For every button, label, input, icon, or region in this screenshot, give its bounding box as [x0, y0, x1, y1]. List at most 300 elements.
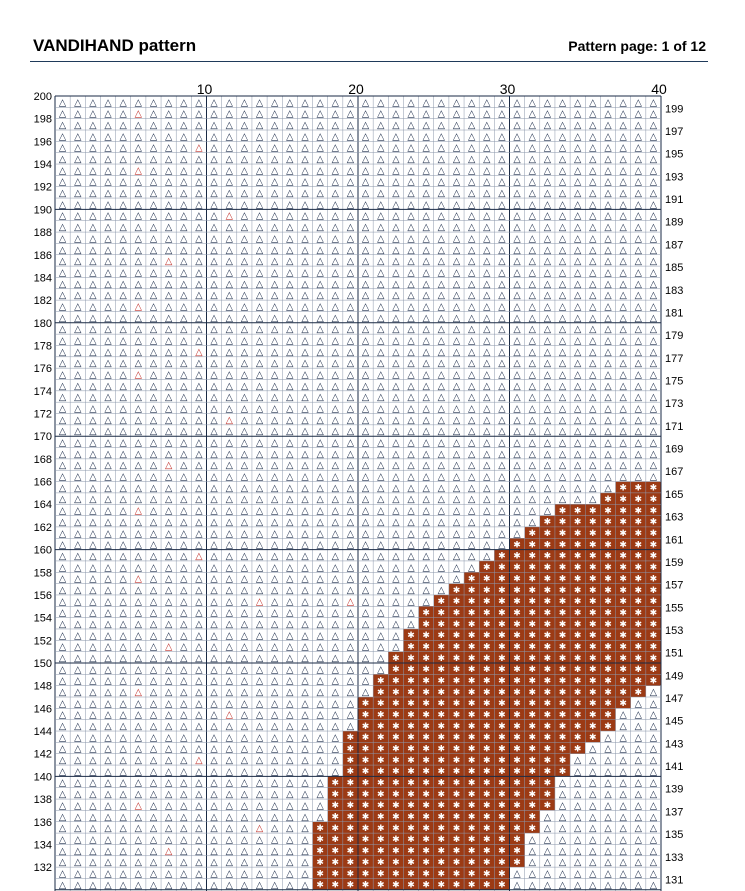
background-symbol: △: [226, 619, 234, 630]
background-symbol: △: [453, 506, 461, 517]
background-symbol: △: [438, 279, 446, 290]
background-symbol: △: [271, 812, 279, 823]
background-symbol: △: [392, 460, 400, 471]
background-symbol: △: [271, 143, 279, 154]
fill-symbol: ✱: [347, 756, 355, 766]
row-label-right: 137: [665, 806, 683, 818]
background-symbol: △: [104, 766, 112, 777]
background-symbol: △: [226, 585, 234, 596]
background-symbol: △: [135, 358, 143, 369]
background-symbol: △: [559, 120, 567, 131]
fill-symbol: ✱: [407, 676, 415, 686]
background-symbol: △: [271, 222, 279, 233]
fill-symbol: ✱: [332, 858, 340, 868]
fill-symbol: ✱: [438, 642, 446, 652]
background-symbol: △: [271, 483, 279, 494]
background-symbol: △: [559, 392, 567, 403]
background-symbol: △: [392, 347, 400, 358]
background-symbol: △: [150, 199, 158, 210]
background-symbol: △: [619, 245, 627, 256]
background-symbol: △: [589, 812, 597, 823]
background-symbol: △: [362, 619, 370, 630]
background-symbol: △: [195, 381, 203, 392]
background-symbol: △: [332, 279, 340, 290]
background-symbol: △: [483, 528, 491, 539]
fill-symbol: ✱: [468, 631, 476, 641]
fill-symbol: ✱: [650, 529, 658, 539]
fill-symbol: ✱: [544, 779, 552, 789]
background-symbol: △: [377, 653, 385, 664]
fill-symbol: ✱: [619, 574, 627, 584]
fill-symbol: ✱: [392, 824, 400, 834]
fill-symbol: ✱: [559, 506, 567, 516]
background-symbol: △: [59, 438, 67, 449]
background-symbol: △: [226, 370, 234, 381]
background-symbol: △: [453, 313, 461, 324]
background-symbol: △: [332, 483, 340, 494]
background-symbol: △: [180, 596, 188, 607]
background-symbol: △: [301, 109, 309, 120]
background-symbol: △: [498, 290, 506, 301]
background-symbol: △: [574, 199, 582, 210]
background-symbol: △: [301, 766, 309, 777]
background-symbol: △: [513, 233, 521, 244]
background-symbol: △: [650, 732, 658, 743]
background-symbol: △: [619, 335, 627, 346]
background-symbol: △: [74, 653, 82, 664]
background-symbol: △: [89, 540, 97, 551]
background-symbol: △: [650, 290, 658, 301]
background-symbol: △: [316, 358, 324, 369]
background-symbol: △: [271, 381, 279, 392]
background-symbol: △: [150, 177, 158, 188]
background-symbol: △: [650, 279, 658, 290]
background-symbol: △: [135, 313, 143, 324]
background-symbol: △: [256, 347, 264, 358]
background-symbol: △: [589, 880, 597, 891]
background-symbol: △: [104, 823, 112, 834]
background-symbol: △: [529, 324, 537, 335]
background-symbol: △: [574, 880, 582, 891]
fill-symbol: ✱: [513, 665, 521, 675]
background-symbol: △: [104, 880, 112, 891]
background-symbol: △: [135, 687, 143, 698]
fill-symbol: ✱: [619, 586, 627, 596]
background-symbol: △: [165, 335, 173, 346]
background-symbol: △: [438, 120, 446, 131]
background-symbol: △: [195, 233, 203, 244]
background-symbol: △: [286, 188, 294, 199]
background-symbol: △: [135, 177, 143, 188]
background-symbol: △: [271, 778, 279, 789]
background-symbol: △: [316, 279, 324, 290]
background-symbol: △: [165, 710, 173, 721]
background-symbol: △: [574, 381, 582, 392]
fill-symbol: ✱: [589, 676, 597, 686]
background-symbol: △: [271, 596, 279, 607]
background-symbol: △: [407, 256, 415, 267]
background-symbol: △: [210, 630, 218, 641]
background-symbol: △: [392, 392, 400, 403]
background-symbol: △: [195, 528, 203, 539]
background-symbol: △: [180, 324, 188, 335]
background-symbol: △: [150, 528, 158, 539]
background-symbol: △: [468, 528, 476, 539]
fill-symbol: ✱: [453, 654, 461, 664]
background-symbol: △: [423, 324, 431, 335]
background-symbol: △: [544, 233, 552, 244]
background-symbol: △: [286, 347, 294, 358]
background-symbol: △: [347, 177, 355, 188]
background-symbol: △: [165, 324, 173, 335]
fill-symbol: ✱: [453, 790, 461, 800]
fill-symbol: ✱: [453, 631, 461, 641]
row-label-left: 160: [34, 545, 52, 557]
background-symbol: △: [165, 177, 173, 188]
background-symbol: △: [120, 188, 128, 199]
background-symbol: △: [332, 472, 340, 483]
background-symbol: △: [407, 165, 415, 176]
row-label-left: 170: [34, 431, 52, 443]
fill-symbol: ✱: [498, 722, 506, 732]
background-symbol: △: [165, 823, 173, 834]
background-symbol: △: [316, 574, 324, 585]
page-title: VANDIHAND pattern: [33, 36, 196, 56]
background-symbol: △: [241, 222, 249, 233]
background-symbol: △: [256, 596, 264, 607]
background-symbol: △: [407, 472, 415, 483]
background-symbol: △: [316, 143, 324, 154]
fill-symbol: ✱: [453, 586, 461, 596]
background-symbol: △: [347, 721, 355, 732]
background-symbol: △: [438, 392, 446, 403]
background-symbol: △: [241, 245, 249, 256]
fill-symbol: ✱: [438, 676, 446, 686]
fill-symbol: ✱: [589, 620, 597, 630]
background-symbol: △: [150, 211, 158, 222]
background-symbol: △: [574, 789, 582, 800]
background-symbol: △: [241, 188, 249, 199]
background-symbol: △: [301, 687, 309, 698]
background-symbol: △: [59, 664, 67, 675]
background-symbol: △: [89, 267, 97, 278]
background-symbol: △: [347, 540, 355, 551]
background-symbol: △: [241, 642, 249, 653]
background-symbol: △: [271, 698, 279, 709]
background-symbol: △: [559, 880, 567, 891]
fill-symbol: ✱: [559, 767, 567, 777]
background-symbol: △: [362, 392, 370, 403]
background-symbol: △: [104, 154, 112, 165]
background-symbol: △: [574, 233, 582, 244]
background-symbol: △: [650, 744, 658, 755]
background-symbol: △: [256, 766, 264, 777]
background-symbol: △: [286, 392, 294, 403]
background-symbol: △: [74, 370, 82, 381]
background-symbol: △: [392, 256, 400, 267]
background-symbol: △: [226, 120, 234, 131]
background-symbol: △: [529, 370, 537, 381]
background-symbol: △: [347, 131, 355, 142]
background-symbol: △: [226, 800, 234, 811]
background-symbol: △: [332, 313, 340, 324]
fill-symbol: ✱: [347, 824, 355, 834]
background-symbol: △: [468, 165, 476, 176]
background-symbol: △: [650, 721, 658, 732]
background-symbol: △: [635, 415, 643, 426]
fill-symbol: ✱: [544, 676, 552, 686]
background-symbol: △: [180, 347, 188, 358]
background-symbol: △: [150, 381, 158, 392]
background-symbol: △: [544, 324, 552, 335]
background-symbol: △: [210, 823, 218, 834]
background-symbol: △: [301, 188, 309, 199]
background-symbol: △: [89, 506, 97, 517]
background-symbol: △: [316, 267, 324, 278]
background-symbol: △: [498, 233, 506, 244]
background-symbol: △: [635, 245, 643, 256]
background-symbol: △: [165, 188, 173, 199]
background-symbol: △: [120, 120, 128, 131]
background-symbol: △: [589, 324, 597, 335]
background-symbol: △: [271, 358, 279, 369]
background-symbol: △: [574, 188, 582, 199]
background-symbol: △: [559, 109, 567, 120]
fill-symbol: ✱: [498, 608, 506, 618]
background-symbol: △: [650, 324, 658, 335]
background-symbol: △: [498, 211, 506, 222]
fill-symbol: ✱: [619, 552, 627, 562]
background-symbol: △: [513, 97, 521, 108]
background-symbol: △: [226, 755, 234, 766]
background-symbol: △: [104, 392, 112, 403]
background-symbol: △: [135, 823, 143, 834]
background-symbol: △: [301, 404, 309, 415]
background-symbol: △: [226, 540, 234, 551]
background-symbol: △: [210, 301, 218, 312]
background-symbol: △: [256, 370, 264, 381]
background-symbol: △: [650, 449, 658, 460]
background-symbol: △: [619, 846, 627, 857]
background-symbol: △: [256, 131, 264, 142]
fill-symbol: ✱: [407, 688, 415, 698]
background-symbol: △: [316, 710, 324, 721]
background-symbol: △: [423, 233, 431, 244]
background-symbol: △: [650, 880, 658, 891]
background-symbol: △: [619, 301, 627, 312]
fill-symbol: ✱: [347, 869, 355, 879]
fill-symbol: ✱: [453, 711, 461, 721]
fill-symbol: ✱: [468, 790, 476, 800]
background-symbol: △: [89, 676, 97, 687]
fill-symbol: ✱: [422, 665, 430, 675]
background-symbol: △: [423, 131, 431, 142]
background-symbol: △: [544, 165, 552, 176]
fill-symbol: ✱: [589, 586, 597, 596]
background-symbol: △: [483, 222, 491, 233]
background-symbol: △: [377, 211, 385, 222]
background-symbol: △: [574, 131, 582, 142]
background-symbol: △: [210, 370, 218, 381]
fill-symbol: ✱: [544, 608, 552, 618]
background-symbol: △: [362, 574, 370, 585]
fill-symbol: ✱: [438, 722, 446, 732]
fill-symbol: ✱: [407, 801, 415, 811]
background-symbol: △: [195, 165, 203, 176]
background-symbol: △: [362, 472, 370, 483]
fill-symbol: ✱: [559, 597, 567, 607]
background-symbol: △: [574, 426, 582, 437]
background-symbol: △: [74, 131, 82, 142]
background-symbol: △: [195, 426, 203, 437]
fill-symbol: ✱: [468, 756, 476, 766]
fill-symbol: ✱: [438, 688, 446, 698]
background-symbol: △: [332, 165, 340, 176]
background-symbol: △: [74, 619, 82, 630]
background-symbol: △: [574, 438, 582, 449]
fill-symbol: ✱: [453, 642, 461, 652]
row-label-right: 173: [665, 398, 683, 410]
background-symbol: △: [210, 834, 218, 845]
background-symbol: △: [135, 710, 143, 721]
background-symbol: △: [604, 324, 612, 335]
background-symbol: △: [438, 131, 446, 142]
background-symbol: △: [226, 551, 234, 562]
background-symbol: △: [241, 404, 249, 415]
background-symbol: △: [423, 313, 431, 324]
background-symbol: △: [150, 562, 158, 573]
background-symbol: △: [89, 517, 97, 528]
background-symbol: △: [256, 619, 264, 630]
background-symbol: △: [135, 370, 143, 381]
background-symbol: △: [150, 392, 158, 403]
background-symbol: △: [165, 880, 173, 891]
background-symbol: △: [544, 199, 552, 210]
background-symbol: △: [362, 188, 370, 199]
background-symbol: △: [89, 438, 97, 449]
background-symbol: △: [271, 324, 279, 335]
background-symbol: △: [165, 834, 173, 845]
background-symbol: △: [589, 222, 597, 233]
background-symbol: △: [559, 800, 567, 811]
background-symbol: △: [59, 290, 67, 301]
row-label-left: 192: [34, 182, 52, 194]
background-symbol: △: [135, 279, 143, 290]
background-symbol: △: [574, 279, 582, 290]
background-symbol: △: [195, 880, 203, 891]
background-symbol: △: [180, 143, 188, 154]
background-symbol: △: [650, 823, 658, 834]
background-symbol: △: [559, 256, 567, 267]
background-symbol: △: [226, 177, 234, 188]
fill-symbol: ✱: [604, 529, 612, 539]
fill-symbol: ✱: [377, 745, 385, 755]
background-symbol: △: [59, 834, 67, 845]
background-symbol: △: [89, 358, 97, 369]
background-symbol: △: [89, 120, 97, 131]
fill-symbol: ✱: [513, 711, 521, 721]
background-symbol: △: [513, 165, 521, 176]
fill-symbol: ✱: [604, 608, 612, 618]
fill-symbol: ✱: [513, 676, 521, 686]
background-symbol: △: [407, 211, 415, 222]
background-symbol: △: [210, 778, 218, 789]
background-symbol: △: [271, 188, 279, 199]
fill-symbol: ✱: [347, 745, 355, 755]
background-symbol: △: [316, 426, 324, 437]
background-symbol: △: [468, 222, 476, 233]
background-symbol: △: [89, 664, 97, 675]
background-symbol: △: [165, 846, 173, 857]
background-symbol: △: [210, 506, 218, 517]
background-symbol: △: [574, 472, 582, 483]
background-symbol: △: [120, 642, 128, 653]
fill-symbol: ✱: [589, 552, 597, 562]
background-symbol: △: [559, 483, 567, 494]
background-symbol: △: [332, 710, 340, 721]
background-symbol: △: [271, 347, 279, 358]
background-symbol: △: [468, 245, 476, 256]
fill-symbol: ✱: [559, 540, 567, 550]
background-symbol: △: [89, 721, 97, 732]
background-symbol: △: [74, 800, 82, 811]
background-symbol: △: [89, 256, 97, 267]
background-symbol: △: [544, 290, 552, 301]
row-label-right: 183: [665, 285, 683, 297]
background-symbol: △: [59, 676, 67, 687]
background-symbol: △: [59, 143, 67, 154]
background-symbol: △: [104, 540, 112, 551]
background-symbol: △: [135, 766, 143, 777]
background-symbol: △: [619, 766, 627, 777]
background-symbol: △: [423, 154, 431, 165]
row-label-left: 164: [34, 499, 52, 511]
background-symbol: △: [332, 426, 340, 437]
background-symbol: △: [120, 143, 128, 154]
background-symbol: △: [498, 540, 506, 551]
background-symbol: △: [604, 404, 612, 415]
background-symbol: △: [104, 732, 112, 743]
background-symbol: △: [423, 222, 431, 233]
background-symbol: △: [347, 370, 355, 381]
fill-symbol: ✱: [513, 597, 521, 607]
background-symbol: △: [210, 619, 218, 630]
background-symbol: △: [377, 222, 385, 233]
background-symbol: △: [392, 211, 400, 222]
background-symbol: △: [619, 267, 627, 278]
background-symbol: △: [377, 540, 385, 551]
fill-symbol: ✱: [589, 529, 597, 539]
background-symbol: △: [195, 438, 203, 449]
fill-symbol: ✱: [498, 642, 506, 652]
background-symbol: △: [135, 245, 143, 256]
background-symbol: △: [468, 404, 476, 415]
background-symbol: △: [89, 460, 97, 471]
background-symbol: △: [271, 551, 279, 562]
background-symbol: △: [195, 131, 203, 142]
background-symbol: △: [498, 165, 506, 176]
row-label-left: 174: [34, 386, 52, 398]
background-symbol: △: [210, 381, 218, 392]
fill-symbol: ✱: [453, 813, 461, 823]
background-symbol: △: [104, 472, 112, 483]
background-symbol: △: [271, 211, 279, 222]
fill-symbol: ✱: [635, 597, 643, 607]
fill-symbol: ✱: [453, 767, 461, 777]
background-symbol: △: [347, 188, 355, 199]
background-symbol: △: [635, 721, 643, 732]
background-symbol: △: [468, 324, 476, 335]
